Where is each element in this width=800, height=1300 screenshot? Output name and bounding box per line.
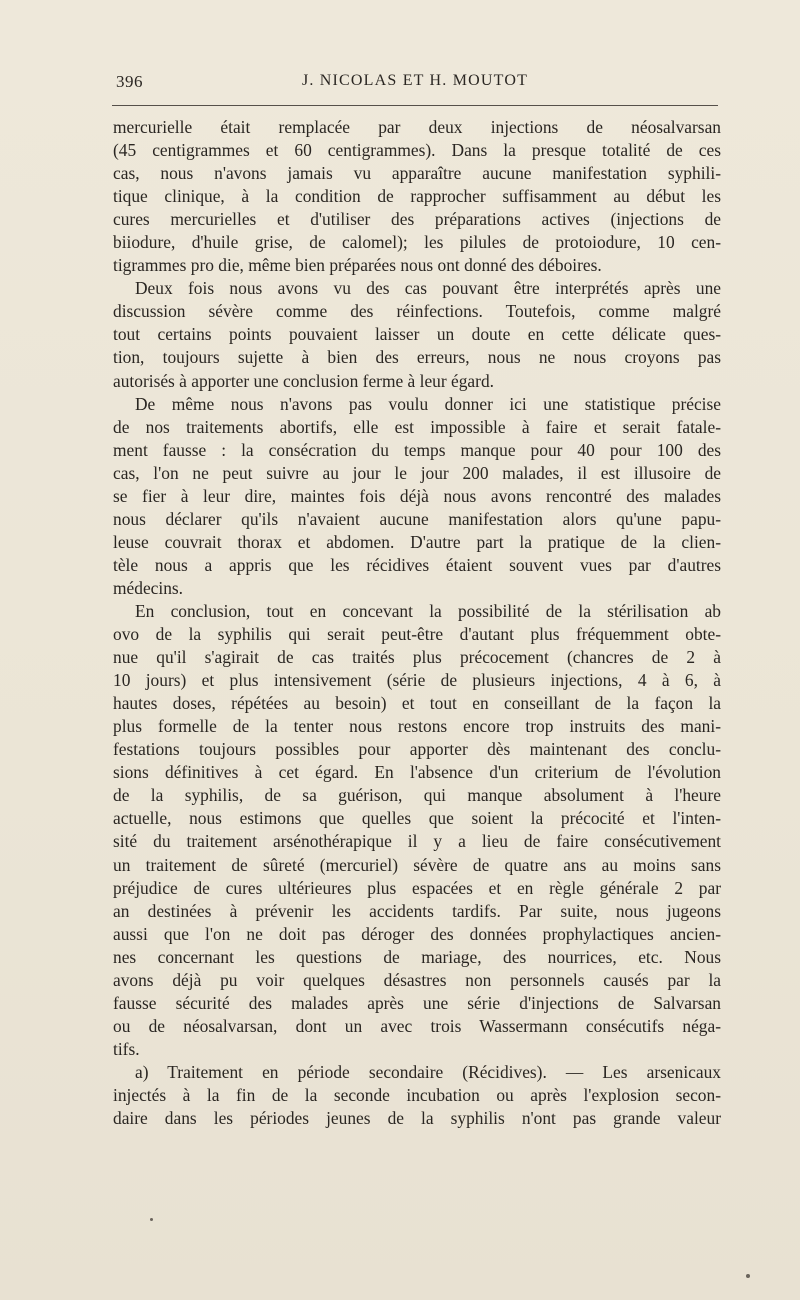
text-line: autorisés à apporter une conclusion ferme à leur égard.: [113, 370, 494, 391]
text-line: se fier à leur dire, maintes fois déjà nous avons rencontré des malades: [113, 485, 721, 506]
text-line: médecins.: [113, 577, 184, 598]
body-text: [113, 116, 721, 1130]
text-line: tigrammes pro die, même bien préparées nous ont donné des déboires.: [113, 255, 602, 276]
text-line: nue qu'il s'agirait de cas traités plus précocement (chancres de 2 à: [113, 647, 721, 668]
text-line: actuelle, nous estimons que quelles que soient la précocité et l'inten-: [113, 808, 721, 829]
text-line: préjudice de cures ultérieures plus espacées et en règle générale 2 par: [113, 877, 721, 898]
text-line: de la syphilis, de sa guérison, qui manque absolument à l'heure: [113, 785, 721, 806]
text-line: plus formelle de la tenter nous restons encore trop instruits des mani-: [113, 716, 721, 737]
running-head: J. NICOLAS ET H. MOUTOT: [301, 72, 529, 89]
text-line: festations toujours possibles pour apporter dès maintenant des conclu-: [113, 739, 721, 760]
text-line: un traitement de sûreté (mercuriel) sévère de quatre ans au moins sans: [113, 854, 721, 875]
text-line: nes concernant les questions de mariage, des nourrices, etc. Nous: [113, 946, 721, 967]
text-line: tion, toujours sujette à bien des erreurs, nous ne nous croyons pas: [113, 347, 721, 368]
text-line: discussion sévère comme des réinfections. Toutefois, comme malgré: [113, 301, 721, 322]
print-speck: [746, 1274, 750, 1278]
text-line: leuse couvrait thorax et abdomen. D'autre part la pratique de la clien-: [113, 531, 721, 552]
text-line: ovo de la syphilis qui serait peut-être d'autant plus fréquemment obte-: [113, 624, 721, 645]
text-line: En conclusion, tout en concevant la possibilité de la stérilisation ab: [135, 600, 721, 621]
text-line: mercurielle était remplacée par deux injections de néosalvarsan: [113, 117, 721, 137]
text-line: sions définitives à cet égard. En l'absence d'un criterium de l'évolution: [113, 762, 721, 783]
text-line: De même nous n'avons pas voulu donner ici une statistique précise: [135, 393, 721, 414]
text-line: de nos traitements abortifs, elle est impossible à faire et serait fatale-: [113, 416, 721, 437]
text-line: cas, l'on ne peut suivre au jour le jour 200 malades, il est illusoire de: [113, 462, 721, 483]
text-line: (45 centigrammes et 60 centigrammes). Dans la presque totalité de ces: [113, 140, 721, 161]
text-line: aussi que l'on ne doit pas déroger des données prophylactiques ancien-: [113, 923, 721, 944]
text-line: avons déjà pu voir quelques désastres non personnels causés par la: [113, 969, 721, 990]
text-line: an destinées à prévenir les accidents tardifs. Par suite, nous jugeons: [113, 900, 721, 921]
text-line: tifs.: [113, 1038, 140, 1059]
page-number: 396: [116, 72, 143, 91]
text-line: a) Traitement en période secondaire (Récidives). — Les arsenicaux: [135, 1061, 721, 1082]
text-line: tèle nous a appris que les récidives étaient souvent vues par d'autres: [113, 554, 721, 575]
text-line: cas, nous n'avons jamais vu apparaître aucune manifestation syphili-: [113, 163, 721, 184]
text-line: cures mercurielles et d'utiliser des préparations actives (injections de: [113, 209, 721, 230]
text-line: 10 jours) et plus intensivement (série de plusieurs injections, 4 à 6, à: [113, 670, 721, 691]
text-line: daire dans les périodes jeunes de la syphilis n'ont pas grande valeur: [113, 1108, 721, 1129]
text-line: ou de néosalvarsan, dont un avec trois Wassermann consécutifs néga-: [113, 1015, 721, 1036]
text-line: hautes doses, répétées au besoin) et tout en conseillant de la façon la: [113, 693, 721, 714]
text-line: fausse sécurité des malades après une série d'injections de Salvarsan: [113, 992, 721, 1013]
text-line: nous déclarer qu'ils n'avaient aucune manifestation alors qu'une papu-: [113, 508, 721, 529]
text-line: biiodure, d'huile grise, de calomel); les pilules de protoiodure, 10 cen-: [113, 232, 721, 253]
text-line: tique clinique, à la condition de rapprocher suffisamment au début les: [113, 186, 721, 207]
print-speck: [150, 1218, 153, 1221]
text-line: Deux fois nous avons vu des cas pouvant être interprétés après une: [135, 278, 721, 299]
text-line: ment fausse : la consécration du temps manque pour 40 pour 100 des: [113, 439, 721, 460]
text-line: injectés à la fin de la seconde incubation ou après l'explosion secon-: [113, 1084, 721, 1105]
page-header: [110, 70, 720, 98]
header-rule: [112, 105, 718, 106]
text-line: tout certains points pouvaient laisser un doute en cette délicate ques-: [113, 324, 721, 345]
text-line: sité du traitement arsénothérapique il y a lieu de faire consécutivement: [113, 831, 721, 852]
